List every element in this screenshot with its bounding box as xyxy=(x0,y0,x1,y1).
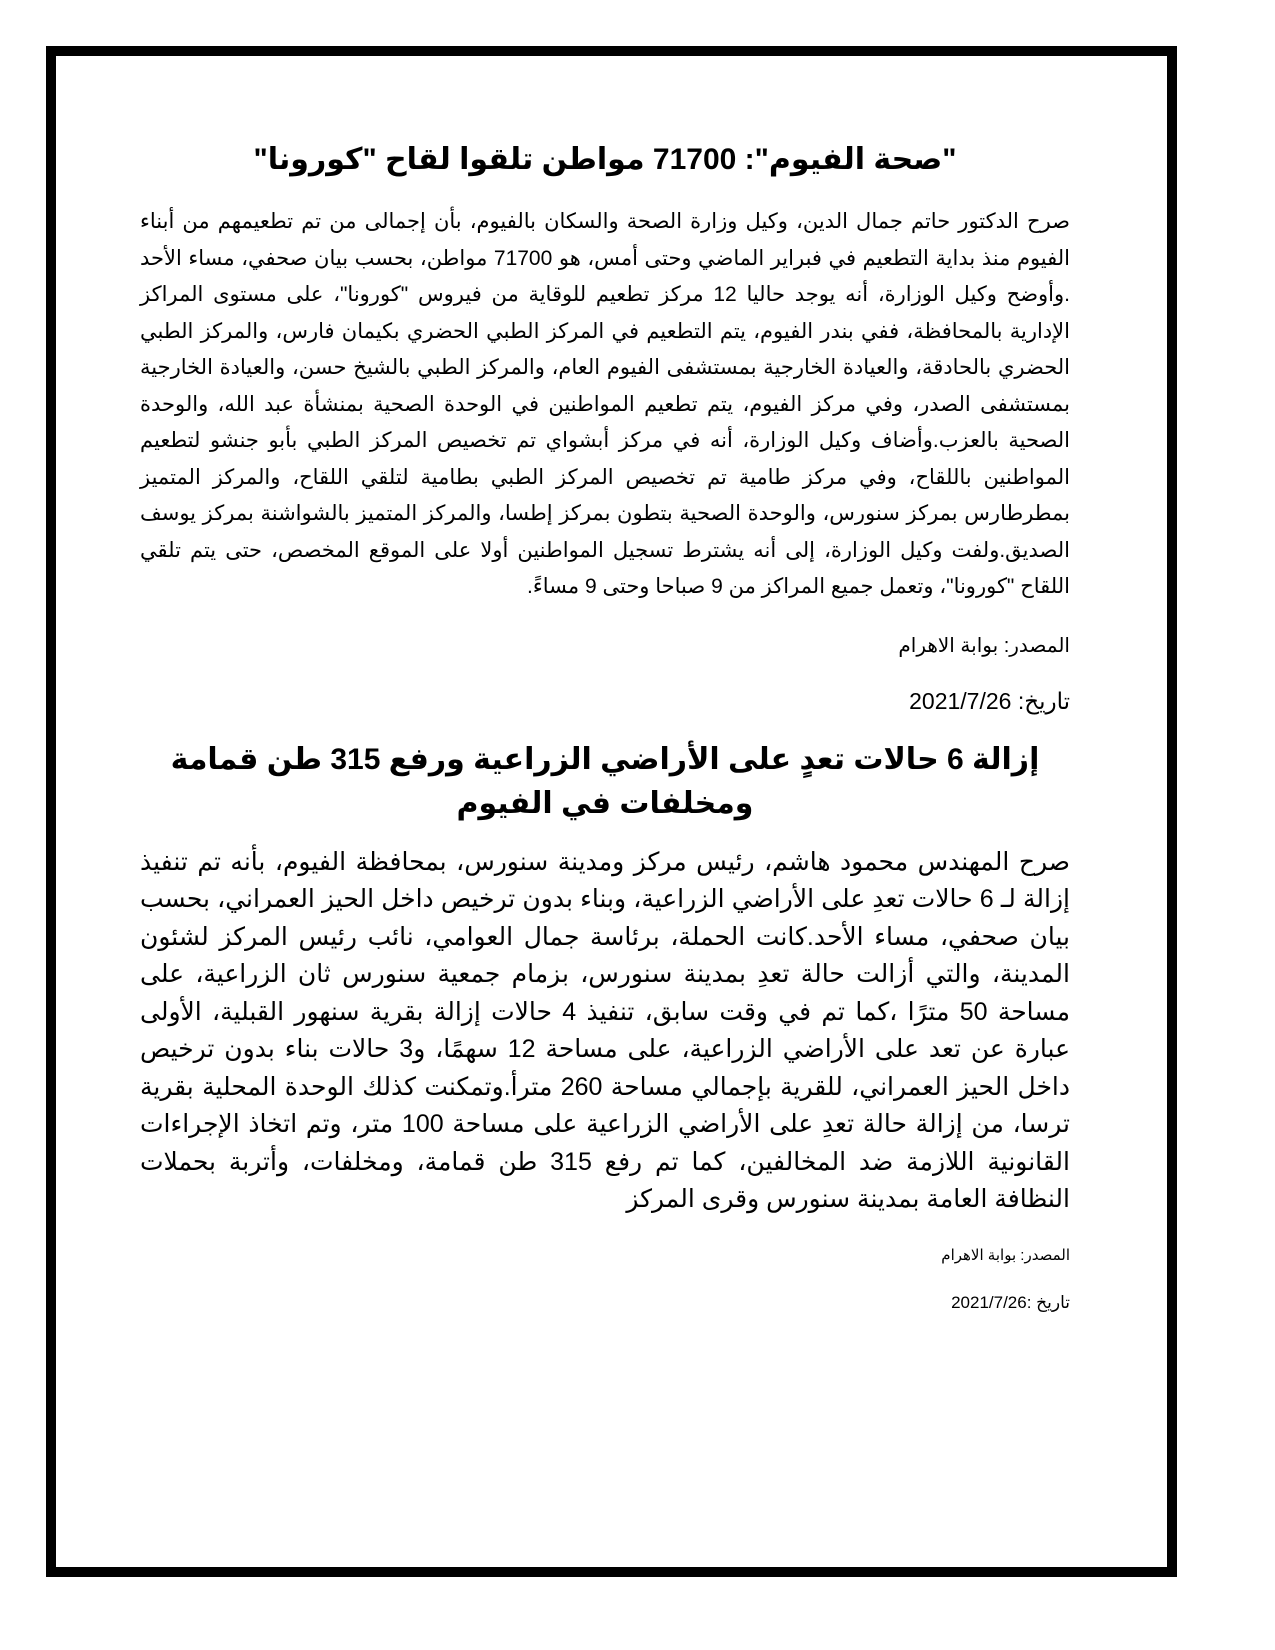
article-source: المصدر: بوابة الاهرام xyxy=(941,1246,1070,1264)
article-date: تاريخ :2021/7/26 xyxy=(951,1292,1070,1312)
article-title: إزالة 6 حالات تعدٍ على الأراضي الزراعية ورفع 315 طن قمامة ومخلفات في الفيوم xyxy=(170,742,1040,820)
document-content xyxy=(140,138,1070,1315)
article-body: صرح المهندس محمود هاشم، رئيس مركز ومدينة سنورس، بمحافظة الفيوم، بأنه تم تنفيذ إزالة لـ 6 حالات تعدِ على الأراضي الزراعية، وبناء بدون ترخيص داخل الحيز العمراني، بحسب بيان صحفي، مساء الأحد.كانت الحملة، برئاسة جمال العوامي، نائب رئيس المركز لشئون المدينة، والتي أزالت حالة تعدِ بمدينة سنورس، بزمام جمعية سنورس ثان الزراعية، على مساحة 50 مترًا ،كما تم في وقت سابق، تنفيذ 4 حالات إزالة بقرية سنهور القبلية، الأولى عبارة عن تعد على الأراضي الزراعية، على مساحة 12 سهمًا، و3 حالات بناء بدون ترخيص داخل الحيز العمراني، للقرية بإجمالي مساحة 260 مترأ.وتمكنت كذلك الوحدة المحلية بقرية ترسا، من إزالة حالة تعدِ على الأراضي الزراعية على مساحة 100 متر، وتم اتخاذ الإجراءات القانونية اللازمة ضد المخالفين، كما تم رفع 315 طن قمامة، ومخلفات، وأتربة بحملات النظافة العامة بمدينة سنورس وقرى المركز xyxy=(140,847,1071,1213)
article-body: صرح الدكتور حاتم جمال الدين، وكيل وزارة الصحة والسكان بالفيوم، بأن إجمالى من تم تطعيمهم من أبناء الفيوم منذ بداية التطعيم في فبراير الماضي وحتى أمس، هو 71700 مواطن، بحسب بيان صحفي، مساء الأحد .وأوضح وكيل الوزارة، أنه يوجد حاليا 12 مركز تطعيم للوقاية من فيروس "كورونا"، على مستوى المراكز الإدارية بالمحافظة، ففي بندر الفيوم، يتم التطعيم في المركز الطبي الحضري بكيمان فارس، والمركز الطبي الحضري بالحادقة، والعيادة الخارجية بمستشفى الفيوم العام، والمركز الطبي بالشيخ حسن، والعيادة الخارجية بمستشفى الصدر، وفي مركز الفيوم، يتم تطعيم المواطنين في الوحدة الصحية بمنشأة عبد الله، والوحدة الصحية بالعزب.وأضاف وكيل الوزارة، أنه في مركز أبشواي تم تخصيص المركز الطبي بأبو جنشو لتطعيم المواطنين باللقاح، وفي مركز طامية تم تخصيص المركز الطبي بطامية لتلقي اللقاح، والمركز المتميز بمطرطارس بمركز سنورس، والوحدة الصحية بتطون بمركز إطسا، والمركز المتميز بالشواشنة بمركز يوسف الصديق.ولفت وكيل الوزارة، إلى أنه يشترط تسجيل المواطنين أولا على الموقع المخصص، حتى يتم تلقي اللقاح "كورونا"، وتعمل جميع المراكز من 9 صباحا وحتى 9 مساءً. xyxy=(140,210,1070,598)
article-source: المصدر: بوابة الاهرام xyxy=(898,634,1070,657)
article-date: تاريخ: 2021/7/26 xyxy=(909,687,1070,714)
article-vaccination xyxy=(140,138,1070,716)
article-encroachment-removal xyxy=(140,738,1070,1315)
article-title: "صحة الفيوم": 71700 مواطن تلقوا لقاح "كورونا" xyxy=(253,143,957,176)
